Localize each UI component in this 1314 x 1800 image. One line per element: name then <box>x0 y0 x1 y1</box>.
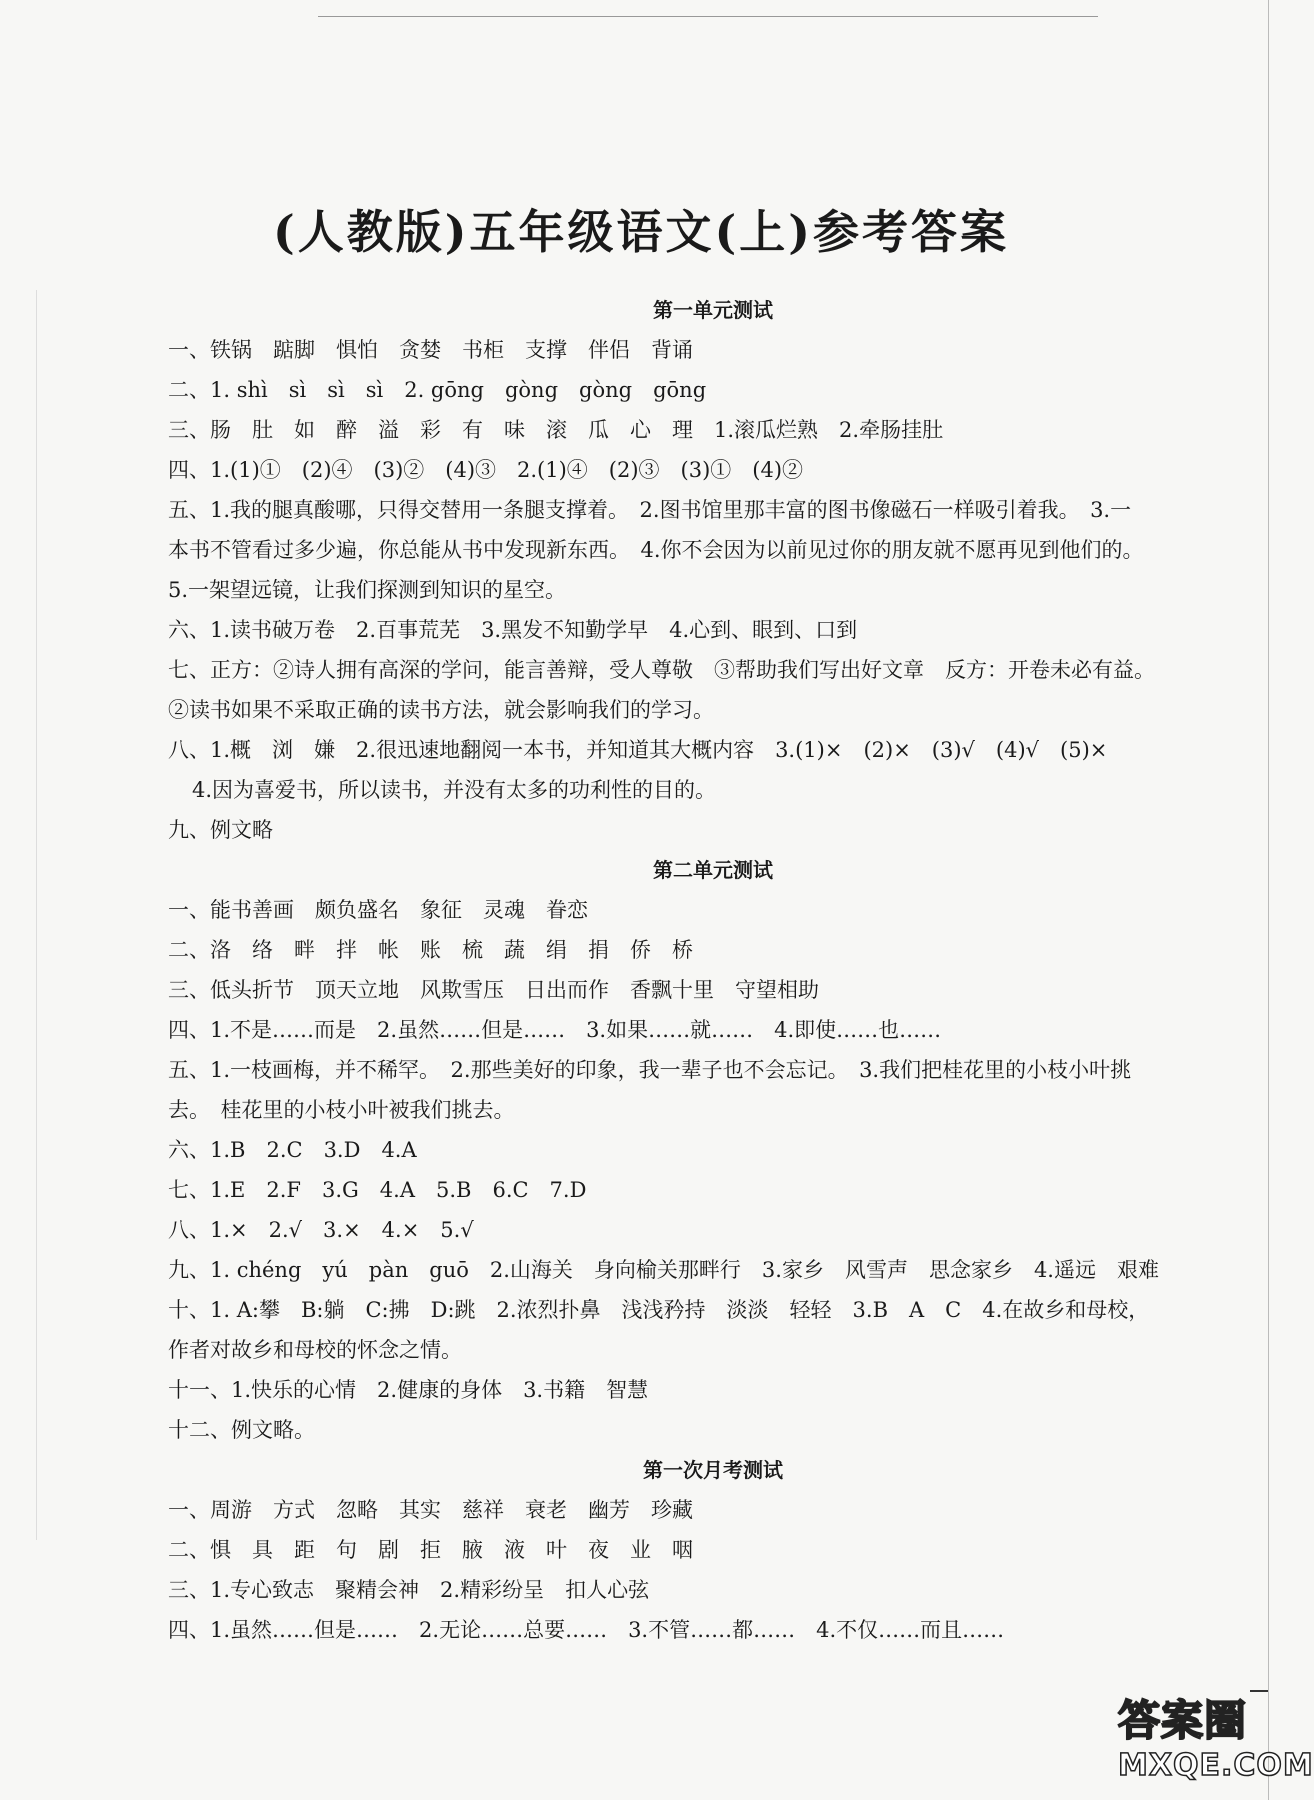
answer-line: 三、1.专心致志 聚精会神 2.精彩纷呈 扣人心弦 <box>168 1578 650 1602</box>
section-heading: 第一单元测试 <box>653 298 773 322</box>
answer-line: 七、1.E 2.F 3.G 4.A 5.B 6.C 7.D <box>168 1178 587 1202</box>
answer-line: 四、1.虽然……但是…… 2.无论……总要…… 3.不管……都…… 4.不仅……而且…… <box>168 1618 1005 1642</box>
answer-line: 本书不管看过多少遍，你总能从书中发现新东西。 4.你不会因为以前见过你的朋友就不愿再见到他们的。 <box>168 538 1144 562</box>
answer-line: 去。 桂花里的小枝小叶被我们挑去。 <box>168 1098 515 1122</box>
answer-line: 二、惧 具 距 句 剧 拒 腋 液 叶 夜 业 咽 <box>168 1538 693 1562</box>
section-monthly-test-1 <box>168 1450 1258 1650</box>
answer-line: 五、1.一枝画梅，并不稀罕。 2.那些美好的印象，我一辈子也不会忘记。 3.我们把桂花里的小枝小叶挑 <box>168 1058 1132 1082</box>
answer-line: 一、周游 方式 忽略 其实 慈祥 衰老 幽芳 珍藏 <box>168 1498 693 1522</box>
watermark-logo <box>1118 1688 1314 1796</box>
answer-line: 六、1.读书破万卷 2.百事荒芜 3.黑发不知勤学早 4.心到、眼到、口到 <box>168 618 858 642</box>
section-heading: 第一次月考测试 <box>643 1458 783 1482</box>
answer-line: 一、铁锅 踮脚 惧怕 贪婪 书柜 支撑 伴侣 背诵 <box>168 338 693 362</box>
answer-line: 四、1.(1)① (2)④ (3)② (4)③ 2.(1)④ (2)③ (3)① (4)② <box>168 458 804 482</box>
answer-line: 三、低头折节 顶天立地 风欺雪压 日出而作 香飘十里 守望相助 <box>168 978 819 1002</box>
answer-line: 九、例文略 <box>168 818 273 842</box>
answer-line: 八、1.概 浏 嫌 2.很迅速地翻阅一本书，并知道其大概内容 3.(1)× (2)× (3)√ (4)√ (5)× <box>168 738 1108 762</box>
answer-line: 四、1.不是……而是 2.虽然……但是…… 3.如果……就…… 4.即使……也…… <box>168 1018 942 1042</box>
answer-line: 九、1. chéng yú pàn guō 2.山海关 身向榆关那畔行 3.家乡 风雪声 思念家乡 4.遥远 艰难 <box>168 1258 1159 1282</box>
answer-line: 十、1. A:攀 B:躺 C:拂 D:跳 2.浓烈扑鼻 浅浅矜持 淡淡 轻轻 3.B A C 4.在故乡和母校， <box>168 1298 1150 1322</box>
watermark-url: MXQE.COM <box>1118 1748 1314 1783</box>
answer-line: 五、1.我的腿真酸哪，只得交替用一条腿支撑着。 2.图书馆里那丰富的图书像磁石一样吸引着我。 3.一 <box>168 498 1132 522</box>
section-unit-1 <box>168 290 1258 850</box>
left-rule <box>36 290 37 1540</box>
answer-line: 十二、例文略。 <box>168 1418 315 1442</box>
answer-line: 八、1.× 2.√ 3.× 4.× 5.√ <box>168 1218 474 1242</box>
right-rule <box>1268 0 1269 1800</box>
answer-line: 三、肠 肚 如 醉 溢 彩 有 味 滚 瓜 心 理 1.滚瓜烂熟 2.牵肠挂肚 <box>168 418 944 442</box>
answer-line: 二、1. shì sì sì sì 2. gōng gòng gòng gōng <box>168 378 707 402</box>
top-rule <box>318 16 1098 17</box>
answer-line: 一、能书善画 颇负盛名 象征 灵魂 眷恋 <box>168 898 588 922</box>
answer-content <box>168 290 1258 1650</box>
answer-line: 5.一架望远镜，让我们探测到知识的星空。 <box>168 578 567 602</box>
watermark-text: 答案圈 <box>1118 1696 1248 1745</box>
answer-line: 二、洛 络 畔 拌 帐 账 梳 蔬 绢 捐 侨 桥 <box>168 938 693 962</box>
answer-line: 七、正方：②诗人拥有高深的学问，能言善辩，受人尊敬 ③帮助我们写出好文章 反方：开卷未必有益。 <box>168 658 1155 682</box>
section-unit-2 <box>168 850 1258 1450</box>
answer-line: 作者对故乡和母校的怀念之情。 <box>168 1338 462 1362</box>
answer-line: 十一、1.快乐的心情 2.健康的身体 3.书籍 智慧 <box>168 1378 649 1402</box>
section-heading: 第二单元测试 <box>653 858 773 882</box>
answer-line: ②读书如果不采取正确的读书方法，就会影响我们的学习。 <box>168 698 714 722</box>
page-title: (人教版)五年级语文(上)参考答案 <box>272 205 1010 259</box>
answer-line: 六、1.B 2.C 3.D 4.A <box>168 1138 417 1162</box>
answer-line: 4.因为喜爱书，所以读书，并没有太多的功利性的目的。 <box>192 778 717 802</box>
